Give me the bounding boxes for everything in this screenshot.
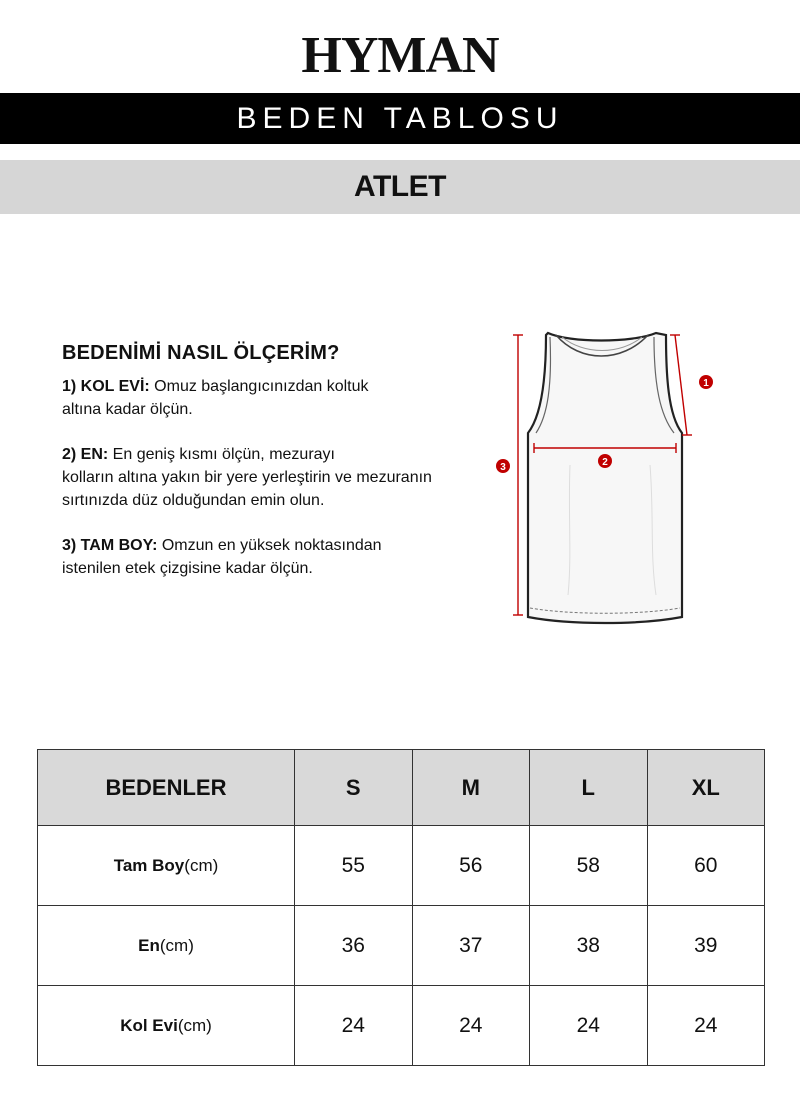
table-row (38, 986, 765, 1066)
header-cell: BEDENLER (38, 750, 295, 826)
row-label: Tam Boy(cm) (38, 826, 295, 906)
table-cell: 38 (530, 906, 648, 986)
marker-1 (699, 375, 713, 389)
step-label: 3) TAM BOY: (62, 537, 158, 554)
svg-text:2: 2 (602, 457, 608, 468)
brand-logo: HYMAN (301, 27, 499, 84)
step-text: En geniş kısmı ölçün, mezurayı (108, 446, 335, 463)
step-full-length (62, 534, 482, 580)
table-cell: 56 (412, 826, 530, 906)
step-arm-hole (62, 375, 482, 421)
size-chart-banner: BEDEN TABLOSU (0, 93, 800, 144)
header-cell: M (412, 750, 530, 826)
tank-top-icon (490, 315, 730, 635)
table-cell: 24 (530, 986, 648, 1066)
svg-text:1: 1 (703, 378, 709, 389)
table-cell: 24 (412, 986, 530, 1066)
table-row (38, 826, 765, 906)
svg-text:3: 3 (500, 462, 506, 473)
step-width (62, 443, 482, 512)
table-cell: 24 (647, 986, 765, 1066)
row-label: En(cm) (38, 906, 295, 986)
step-text: Omuz başlangıcınızdan koltuk (149, 378, 369, 395)
measure-instructions (62, 342, 482, 602)
instructions-title: BEDENİMİ NASIL ÖLÇERİM? (62, 342, 340, 364)
step-text: kolların altına yakın bir yere yerleştirin ve mezuranın (62, 469, 432, 486)
table-cell: 37 (412, 906, 530, 986)
header-cell: S (295, 750, 413, 826)
step-text: Omzun en yüksek noktasından (157, 537, 382, 554)
tank-top-outline (528, 333, 682, 623)
table-cell: 36 (295, 906, 413, 986)
step-text: sırtınızda düz olduğundan emin olun. (62, 492, 325, 509)
marker-3 (496, 459, 510, 473)
size-table (37, 749, 765, 1066)
marker-2 (598, 454, 612, 468)
header-cell: XL (647, 750, 765, 826)
table-cell: 58 (530, 826, 648, 906)
table-cell: 55 (295, 826, 413, 906)
table-header-row (38, 750, 765, 826)
step-label: 1) KOL EVİ: (62, 378, 150, 395)
step-text: istenilen etek çizgisine kadar ölçün. (62, 560, 313, 577)
product-title: ATLET (0, 160, 800, 214)
step-text: altına kadar ölçün. (62, 401, 193, 418)
header-cell: L (530, 750, 648, 826)
table-cell: 24 (295, 986, 413, 1066)
row-label: Kol Evi(cm) (38, 986, 295, 1066)
table-row (38, 906, 765, 986)
step-label: 2) EN: (62, 446, 109, 463)
table-cell: 60 (647, 826, 765, 906)
table-cell: 39 (647, 906, 765, 986)
